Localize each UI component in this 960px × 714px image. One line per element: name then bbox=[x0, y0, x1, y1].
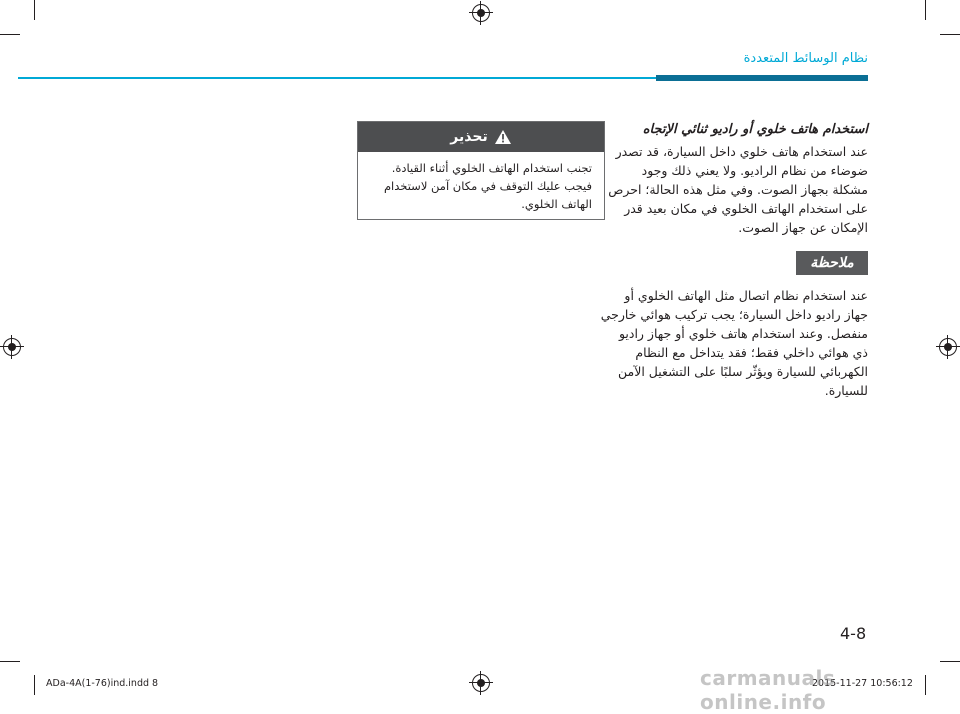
note-line: منفصل. وعند استخدام هاتف خلوي أو جهاز راديو bbox=[618, 326, 868, 341]
registration-mark-icon bbox=[3, 338, 21, 356]
watermark: carmanuals online.info bbox=[700, 666, 836, 714]
note-line: عند استخدام نظام اتصال مثل الهاتف الخلوي أو bbox=[624, 288, 868, 303]
warning-triangle-icon bbox=[494, 129, 512, 145]
registration-mark-icon bbox=[472, 674, 490, 692]
header-rule-accent bbox=[656, 75, 868, 81]
crop-mark bbox=[0, 661, 20, 662]
warning-header bbox=[358, 122, 604, 152]
crop-mark bbox=[940, 661, 960, 662]
warning-box bbox=[357, 121, 605, 220]
paragraph-line: مشكلة بجهاز الصوت. وفي مثل هذه الحالة؛ احرص bbox=[608, 182, 868, 197]
warning-line: الهاتف الخلوي. bbox=[521, 197, 592, 211]
section-paragraph bbox=[568, 142, 868, 237]
paragraph-line: عند استخدام هاتف خلوي داخل السيارة، قد تصدر bbox=[615, 144, 868, 159]
registration-mark-icon bbox=[472, 4, 490, 22]
section-title: استخدام هاتف خلوي أو راديو ثنائي الإتجاه bbox=[642, 122, 868, 137]
note-badge: ملاحظة bbox=[796, 251, 868, 275]
crop-mark bbox=[940, 34, 960, 35]
note-line: للسيارة. bbox=[824, 383, 868, 398]
paragraph-line: الإمكان عن جهاز الصوت. bbox=[738, 220, 868, 235]
crop-mark bbox=[34, 675, 35, 695]
crop-mark bbox=[34, 0, 35, 20]
note-line: الكهربائي للسيارة ويؤثّر سلبًا على التشغيل الآمن bbox=[618, 364, 868, 379]
warning-line: تجنب استخدام الهاتف الخلوي أثناء القيادة. bbox=[391, 161, 592, 175]
crop-mark bbox=[0, 34, 20, 35]
page-number: 4-8 bbox=[840, 624, 867, 643]
note-line: ذي هوائي داخلي فقط؛ فقد يتداخل مع النظام bbox=[635, 345, 868, 360]
footer-file-info: ADa-4A(1-76)ind.indd 8 bbox=[46, 678, 159, 689]
page-header-title: نظام الوسائط المتعددة bbox=[743, 51, 868, 66]
registration-mark-icon bbox=[939, 338, 957, 356]
footer-timestamp: 2015-11-27 10:56:12 bbox=[812, 678, 913, 689]
warning-body bbox=[358, 152, 604, 219]
warning-title: تحذير bbox=[450, 129, 488, 145]
note-line: جهاز راديو داخل السيارة؛ يجب تركيب هوائي خارجي bbox=[600, 307, 868, 322]
paragraph-line: ضوضاء من نظام الراديو. ولا يعني ذلك وجود bbox=[641, 163, 868, 178]
note-paragraph bbox=[568, 286, 868, 400]
crop-mark bbox=[925, 0, 926, 20]
paragraph-line: على استخدام الهاتف الخلوي في مكان بعيد قدر bbox=[624, 201, 868, 216]
warning-line: فيجب عليك التوقف في مكان آمن لاستخدام bbox=[383, 179, 592, 193]
